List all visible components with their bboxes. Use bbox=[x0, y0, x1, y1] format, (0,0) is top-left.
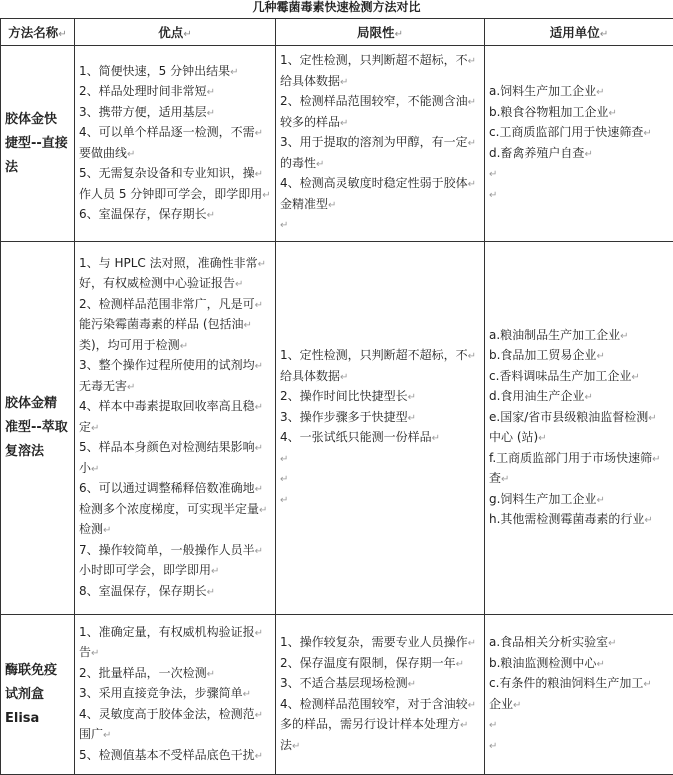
advantage-line bbox=[79, 254, 271, 275]
paragraph-mark-icon: ↵ bbox=[255, 628, 263, 639]
advantage-text: 3、采用直接竞争法，步骤简单 bbox=[79, 686, 243, 700]
paragraph-mark-icon: ↵ bbox=[608, 108, 616, 119]
limitation-text: 3、用于提取的溶剂为甲醇，有一定 bbox=[280, 135, 468, 149]
paragraph-mark-icon: ↵ bbox=[243, 689, 251, 700]
unit-line bbox=[489, 326, 669, 347]
limitation-text: 4、检测样品范围较窄，对于含油较 bbox=[280, 697, 468, 711]
unit-cell bbox=[485, 46, 673, 242]
advantage-line bbox=[79, 459, 271, 480]
paragraph-mark-icon: ↵ bbox=[432, 433, 440, 444]
limitation-line bbox=[280, 428, 480, 449]
advantage-text: 6、可以通过调整稀释倍数准确地 bbox=[79, 481, 255, 495]
advantage-line bbox=[79, 185, 271, 206]
paragraph-mark-icon: ↵ bbox=[230, 67, 238, 78]
paragraph-mark-icon: ↵ bbox=[292, 741, 300, 752]
advantage-text: 1、准确定量，有权威机构验证报 bbox=[79, 625, 255, 639]
advantage-text: 作人员 5 分钟即可学会，即学即用 bbox=[79, 187, 262, 201]
advantage-text: 5、无需复杂设备和专业知识，操 bbox=[79, 166, 255, 180]
method-name-cell bbox=[1, 615, 75, 775]
paragraph-mark-icon: ↵ bbox=[489, 720, 497, 731]
method-name-line: 复溶法 bbox=[5, 440, 70, 464]
limitation-line bbox=[280, 346, 480, 367]
unit-line bbox=[489, 164, 669, 185]
advantage-cell bbox=[75, 46, 276, 242]
advantage-line bbox=[79, 82, 271, 103]
advantage-text: 告 bbox=[79, 645, 91, 659]
limitation-text: 法 bbox=[280, 738, 292, 752]
unit-text: 中心 (站) bbox=[489, 430, 538, 444]
paragraph-mark-icon: ↵ bbox=[408, 679, 416, 690]
advantage-line bbox=[79, 520, 271, 541]
advantage-line bbox=[79, 356, 271, 377]
limitation-line bbox=[280, 654, 480, 675]
paragraph-mark-icon: ↵ bbox=[584, 149, 592, 160]
advantage-text: 2、批量样品，一次检测 bbox=[79, 666, 207, 680]
unit-text: d.畜禽养殖户自查 bbox=[489, 146, 584, 160]
limitation-text: 3、不适合基层现场检测 bbox=[280, 676, 408, 690]
advantage-text: 7、操作较简单，一般操作人员半 bbox=[79, 543, 255, 557]
paragraph-mark-icon: ↵ bbox=[91, 648, 99, 659]
method-name-cell bbox=[1, 46, 75, 242]
paragraph-mark-icon: ↵ bbox=[255, 300, 263, 311]
advantage-line bbox=[79, 397, 271, 418]
advantage-text: 5、检测值基本不受样品底色干扰 bbox=[79, 748, 255, 762]
limitation-line bbox=[280, 633, 480, 654]
advantage-text: 围广 bbox=[79, 727, 103, 741]
limitation-line bbox=[280, 51, 480, 72]
advantage-line bbox=[79, 623, 271, 644]
unit-text: c.有条件的粮油饲料生产加工 bbox=[489, 676, 643, 690]
unit-text: c.香料调味品生产加工企业 bbox=[489, 369, 631, 383]
unit-text: 企业 bbox=[489, 697, 513, 711]
unit-text: e.国家/省市县级粮油监督检测 bbox=[489, 410, 648, 424]
paragraph-mark-icon: ↵ bbox=[211, 566, 219, 577]
paragraph-mark-icon: ↵ bbox=[255, 361, 263, 372]
advantage-line bbox=[79, 274, 271, 295]
paragraph-mark-icon: ↵ bbox=[468, 638, 476, 649]
paragraph-mark-icon: ↵ bbox=[652, 454, 660, 465]
paragraph-mark-icon: ↵ bbox=[316, 159, 324, 170]
advantage-text: 6、室温保存，保存期长 bbox=[79, 207, 207, 221]
advantage-text: 1、与 HPLC 法对照，准确性非常 bbox=[79, 256, 258, 270]
unit-text: b.粮食谷物粗加工企业 bbox=[489, 105, 608, 119]
unit-text: g.饲料生产加工企业 bbox=[489, 492, 596, 506]
paragraph-mark-icon: ↵ bbox=[207, 210, 215, 221]
unit-line bbox=[489, 123, 669, 144]
limitation-line bbox=[280, 469, 480, 490]
paragraph-mark-icon: ↵ bbox=[259, 505, 267, 516]
paragraph-mark-icon: ↵ bbox=[648, 413, 656, 424]
header-limitations: 局限性↵ bbox=[276, 19, 485, 46]
unit-line bbox=[489, 490, 669, 511]
limitation-text: 给具体数据 bbox=[280, 369, 340, 383]
advantage-cell bbox=[75, 615, 276, 775]
limitation-line bbox=[280, 72, 480, 93]
unit-line bbox=[489, 144, 669, 165]
limitation-line bbox=[280, 408, 480, 429]
method-name-line: 法 bbox=[5, 156, 70, 180]
paragraph-mark-icon: ↵ bbox=[207, 669, 215, 680]
limitation-line bbox=[280, 195, 480, 216]
paragraph-mark-icon: ↵ bbox=[538, 433, 546, 444]
advantage-line bbox=[79, 295, 271, 316]
paragraph-mark-icon: ↵ bbox=[501, 474, 509, 485]
unit-text: b.粮油监测检测中心 bbox=[489, 656, 596, 670]
paragraph-mark-icon: ↵ bbox=[644, 515, 652, 526]
paragraph-mark-icon: ↵ bbox=[127, 149, 135, 160]
advantage-text: 能污染霉菌毒素的样品 (包括油 bbox=[79, 317, 244, 331]
advantage-text: 定 bbox=[79, 420, 91, 434]
paragraph-mark-icon: ↵ bbox=[255, 484, 263, 495]
header-applicable-units: 适用单位↵ bbox=[485, 19, 673, 46]
advantage-line bbox=[79, 705, 271, 726]
unit-line bbox=[489, 428, 669, 449]
advantage-text: 无毒无害 bbox=[79, 379, 127, 393]
unit-line bbox=[489, 185, 669, 206]
paragraph-mark-icon: ↵ bbox=[127, 382, 135, 393]
unit-line bbox=[489, 82, 669, 103]
unit-line bbox=[489, 674, 669, 695]
limitation-text: 较多的样品 bbox=[280, 115, 340, 129]
limitation-text: 1、定性检测，只判断超不超标，不 bbox=[280, 53, 468, 67]
paragraph-mark-icon: ↵ bbox=[328, 200, 336, 211]
limitation-text: 2、操作时间比快捷型长 bbox=[280, 389, 408, 403]
unit-line bbox=[489, 367, 669, 388]
paragraph-mark-icon: ↵ bbox=[489, 741, 497, 752]
limitation-cell bbox=[276, 615, 485, 775]
unit-text: d.食用油生产企业 bbox=[489, 389, 584, 403]
paragraph-mark-icon: ↵ bbox=[489, 190, 497, 201]
limitation-line bbox=[280, 92, 480, 113]
limitation-text: 4、一张试纸只能测一份样品 bbox=[280, 430, 432, 444]
unit-line bbox=[489, 633, 669, 654]
paragraph-mark-icon: ↵ bbox=[608, 638, 616, 649]
limitation-text: 4、检测高灵敏度时稳定性弱于胶体 bbox=[280, 176, 468, 190]
advantage-line bbox=[79, 500, 271, 521]
advantage-line bbox=[79, 479, 271, 500]
paragraph-mark-icon: ↵ bbox=[235, 279, 243, 290]
limitation-cell bbox=[276, 242, 485, 615]
paragraph-mark-icon: ↵ bbox=[207, 587, 215, 598]
unit-line bbox=[489, 346, 669, 367]
method-name-line: Elisa bbox=[5, 707, 70, 731]
advantage-line bbox=[79, 336, 271, 357]
limitation-line bbox=[280, 174, 480, 195]
limitation-line bbox=[280, 113, 480, 134]
unit-text: a.食品相关分析实验室 bbox=[489, 635, 608, 649]
advantage-line bbox=[79, 418, 271, 439]
limitation-line bbox=[280, 215, 480, 236]
advantage-text: 8、室温保存，保存期长 bbox=[79, 584, 207, 598]
limitation-line bbox=[280, 490, 480, 511]
limitation-line bbox=[280, 695, 480, 716]
paragraph-mark-icon: ↵ bbox=[596, 495, 604, 506]
advantage-line bbox=[79, 582, 271, 603]
advantage-line bbox=[79, 643, 271, 664]
advantage-line bbox=[79, 123, 271, 144]
paragraph-mark-icon: ↵ bbox=[255, 751, 263, 762]
method-name-line: 胶体金快 bbox=[5, 108, 70, 132]
advantage-line bbox=[79, 315, 271, 336]
paragraph-mark-icon: ↵ bbox=[207, 108, 215, 119]
advantage-line bbox=[79, 746, 271, 767]
advantage-line bbox=[79, 377, 271, 398]
paragraph-mark-icon: ↵ bbox=[280, 220, 288, 231]
table-row bbox=[1, 615, 673, 775]
unit-line bbox=[489, 408, 669, 429]
limitation-text: 2、检测样品范围较窄，不能测含油 bbox=[280, 94, 468, 108]
document-title: 几种霉菌毒素快速检测方法对比 bbox=[0, 0, 673, 18]
unit-text: c.工商质监部门用于快速筛查 bbox=[489, 125, 643, 139]
unit-cell bbox=[485, 615, 673, 775]
paragraph-mark-icon: ↵ bbox=[180, 341, 188, 352]
paragraph-mark-icon: ↵ bbox=[596, 87, 604, 98]
table-row bbox=[1, 46, 673, 242]
paragraph-mark-icon: ↵ bbox=[643, 128, 651, 139]
limitation-text: 的毒性 bbox=[280, 156, 316, 170]
header-row bbox=[1, 19, 673, 46]
unit-text: h.其他需检测霉菌毒素的行业 bbox=[489, 512, 644, 526]
limitation-line bbox=[280, 674, 480, 695]
unit-line bbox=[489, 695, 669, 716]
advantage-text: 4、样本中毒素提取回收率高且稳 bbox=[79, 399, 255, 413]
unit-text: f.工商质监部门用于市场快速筛 bbox=[489, 451, 652, 465]
advantage-text: 好，有权威检测中心验证报告 bbox=[79, 276, 235, 290]
paragraph-mark-icon: ↵ bbox=[91, 423, 99, 434]
advantage-line bbox=[79, 103, 271, 124]
advantage-cell bbox=[75, 242, 276, 615]
paragraph-mark-icon: ↵ bbox=[468, 138, 476, 149]
paragraph-mark-icon: ↵ bbox=[255, 710, 263, 721]
paragraph-mark-icon: ↵ bbox=[468, 700, 476, 711]
unit-line bbox=[489, 103, 669, 124]
advantage-text: 1、简便快速，5 分钟出结果 bbox=[79, 64, 230, 78]
unit-cell bbox=[485, 242, 673, 615]
paragraph-mark-icon: ↵ bbox=[468, 56, 476, 67]
advantage-text: 类)，均可用于检测 bbox=[79, 338, 180, 352]
paragraph-mark-icon: ↵ bbox=[340, 77, 348, 88]
paragraph-mark-icon: ↵ bbox=[255, 402, 263, 413]
paragraph-mark-icon: ↵ bbox=[596, 351, 604, 362]
advantage-line bbox=[79, 144, 271, 165]
unit-line bbox=[489, 387, 669, 408]
limitation-cell bbox=[276, 46, 485, 242]
unit-text: b.食品加工贸易企业 bbox=[489, 348, 596, 362]
advantage-line bbox=[79, 62, 271, 83]
paragraph-mark-icon: ↵ bbox=[631, 372, 639, 383]
paragraph-mark-icon: ↵ bbox=[244, 320, 252, 331]
limitation-text: 1、定性检测，只判断超不超标，不 bbox=[280, 348, 468, 362]
paragraph-mark-icon: ↵ bbox=[584, 392, 592, 403]
unit-text: a.饲料生产加工企业 bbox=[489, 84, 596, 98]
unit-text: a.粮油制品生产加工企业 bbox=[489, 328, 620, 342]
advantage-text: 2、检测样品范围非常广，凡是可 bbox=[79, 297, 255, 311]
paragraph-mark-icon: ↵ bbox=[103, 525, 111, 536]
advantage-line bbox=[79, 541, 271, 562]
limitation-line bbox=[280, 154, 480, 175]
paragraph-mark-icon: ↵ bbox=[468, 351, 476, 362]
advantage-text: 4、灵敏度高于胶体金法，检测范 bbox=[79, 707, 255, 721]
method-name-line: 捷型--直接 bbox=[5, 132, 70, 156]
unit-line bbox=[489, 715, 669, 736]
limitation-text: 2、保存温度有限制，保存期一年 bbox=[280, 656, 456, 670]
paragraph-mark-icon: ↵ bbox=[262, 190, 270, 201]
advantage-line bbox=[79, 684, 271, 705]
paragraph-mark-icon: ↵ bbox=[643, 679, 651, 690]
limitation-line bbox=[280, 387, 480, 408]
method-name-line: 准型--萃取 bbox=[5, 416, 70, 440]
paragraph-mark-icon: ↵ bbox=[340, 372, 348, 383]
paragraph-mark-icon: ↵ bbox=[255, 128, 263, 139]
paragraph-mark-icon: ↵ bbox=[103, 730, 111, 741]
paragraph-mark-icon: ↵ bbox=[468, 179, 476, 190]
advantage-text: 2、样品处理时间非常短 bbox=[79, 84, 207, 98]
advantage-text: 要做曲线 bbox=[79, 146, 127, 160]
method-name-line: 胶体金精 bbox=[5, 392, 70, 416]
limitation-text: 金精准型 bbox=[280, 197, 328, 211]
advantage-line bbox=[79, 164, 271, 185]
header-method-name: 方法名称↵ bbox=[1, 19, 75, 46]
paragraph-mark-icon: ↵ bbox=[255, 443, 263, 454]
unit-line bbox=[489, 654, 669, 675]
paragraph-mark-icon: ↵ bbox=[340, 118, 348, 129]
limitation-text: 3、操作步骤多于快捷型 bbox=[280, 410, 408, 424]
limitation-text: 多的样品，需另行设计样本处理方 bbox=[280, 717, 460, 731]
unit-line bbox=[489, 469, 669, 490]
advantage-text: 小时即可学会，即学即用 bbox=[79, 563, 211, 577]
advantage-line bbox=[79, 725, 271, 746]
advantage-text: 检测多个浓度梯度，可实现半定量 bbox=[79, 502, 259, 516]
paragraph-mark-icon: ↵ bbox=[280, 454, 288, 465]
paragraph-mark-icon: ↵ bbox=[255, 169, 263, 180]
limitation-line bbox=[280, 736, 480, 757]
method-name-line: 酶联免疫 bbox=[5, 659, 70, 683]
unit-line bbox=[489, 736, 669, 757]
advantage-text: 小 bbox=[79, 461, 91, 475]
paragraph-mark-icon: ↵ bbox=[91, 464, 99, 475]
advantage-line bbox=[79, 664, 271, 685]
advantage-line bbox=[79, 438, 271, 459]
paragraph-mark-icon: ↵ bbox=[513, 700, 521, 711]
paragraph-mark-icon: ↵ bbox=[620, 331, 628, 342]
paragraph-mark-icon: ↵ bbox=[258, 259, 266, 270]
comparison-table bbox=[0, 18, 673, 775]
method-name-cell bbox=[1, 242, 75, 615]
advantage-text: 4、可以单个样品逐一检测，不需 bbox=[79, 125, 255, 139]
limitation-text: 给具体数据 bbox=[280, 74, 340, 88]
paragraph-mark-icon: ↵ bbox=[207, 87, 215, 98]
paragraph-mark-icon: ↵ bbox=[255, 546, 263, 557]
limitation-line bbox=[280, 133, 480, 154]
paragraph-mark-icon: ↵ bbox=[460, 720, 468, 731]
paragraph-mark-icon: ↵ bbox=[596, 659, 604, 670]
limitation-line bbox=[280, 715, 480, 736]
advantage-text: 5、样品本身颜色对检测结果影响 bbox=[79, 440, 255, 454]
paragraph-mark-icon: ↵ bbox=[468, 97, 476, 108]
limitation-line bbox=[280, 367, 480, 388]
limitation-text: 1、操作较复杂，需要专业人员操作 bbox=[280, 635, 468, 649]
limitation-line bbox=[280, 449, 480, 470]
method-name-line: 试剂盒 bbox=[5, 683, 70, 707]
paragraph-mark-icon: ↵ bbox=[280, 495, 288, 506]
advantage-text: 3、携带方便，适用基层 bbox=[79, 105, 207, 119]
paragraph-mark-icon: ↵ bbox=[408, 392, 416, 403]
table-row bbox=[1, 242, 673, 615]
advantage-line bbox=[79, 561, 271, 582]
paragraph-mark-icon: ↵ bbox=[280, 474, 288, 485]
advantage-text: 检测 bbox=[79, 522, 103, 536]
unit-line bbox=[489, 510, 669, 531]
paragraph-mark-icon: ↵ bbox=[408, 413, 416, 424]
advantage-line bbox=[79, 205, 271, 226]
header-advantages: 优点↵ bbox=[75, 19, 276, 46]
unit-line bbox=[489, 449, 669, 470]
unit-text: 查 bbox=[489, 471, 501, 485]
paragraph-mark-icon: ↵ bbox=[456, 659, 464, 670]
paragraph-mark-icon: ↵ bbox=[489, 169, 497, 180]
advantage-text: 3、整个操作过程所使用的试剂均 bbox=[79, 358, 255, 372]
